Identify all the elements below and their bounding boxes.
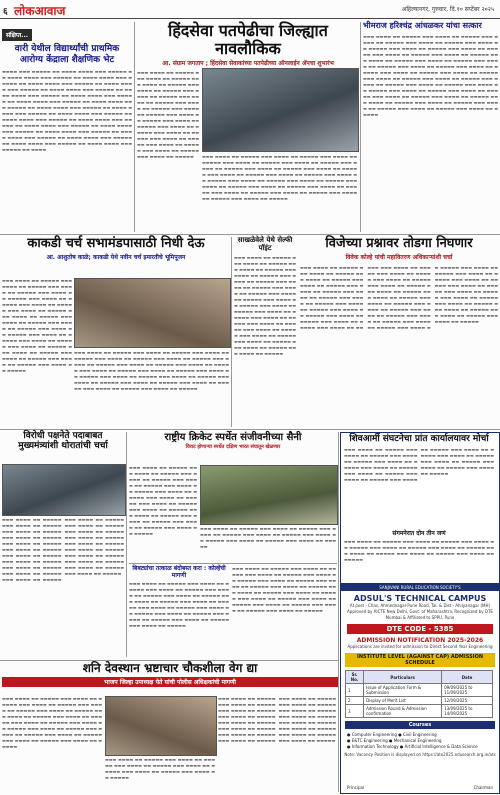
brief-column (2, 22, 132, 232)
ad-society: SANJIVANI RURAL EDUCATION SOCIETY'S (341, 584, 499, 591)
cricket-photo (200, 465, 338, 525)
table-row: 1 Issue of Application Form & Submission 09/09/2025 to 11/09/2025 (346, 684, 493, 697)
selfie-headline: साखळेवेले येथे सेल्फी पॉइंट (237, 236, 293, 252)
right-top-headline: भीमराज हरिश्चंद्र आंधळकर यांचा सत्कार (363, 21, 482, 30)
sangam-headline: संगमनेरात दोन तीन जणं (392, 529, 446, 537)
selfie-story: साखळेवेले येथे सेल्फी पॉइंट ▬▬▬ ▬▬▬▬ ▬▬ ▬▬▬▬▬ ▬▬▬ ▬▬▬▬ ▬▬ ▬▬▬▬▬ ▬▬▬ ▬▬▬▬ ▬▬ ▬▬▬▬▬ ▬▬▬ ▬▬▬▬ ▬▬ ▬▬▬▬▬ ▬▬▬ ▬▬▬▬ ▬▬ ▬▬▬▬▬ ▬▬▬ ▬▬▬▬ ▬▬ ▬▬▬▬▬ ▬▬▬ ▬▬▬▬ ▬▬ ▬▬▬▬▬ ▬▬▬ ▬▬▬▬ ▬▬ ▬▬▬▬▬ ▬▬▬ ▬▬▬▬ ▬▬ ▬▬▬▬▬ ▬▬▬ ▬▬▬▬ ▬▬ ▬▬▬▬▬ ▬▬▬ ▬▬▬▬ ▬▬ ▬▬▬▬▬ ▬▬▬ ▬▬▬▬ ▬▬ ▬▬▬▬▬ ▬▬▬ ▬▬▬▬ ▬▬ ▬▬▬▬▬ ▬▬▬ ▬▬▬▬ ▬▬ ▬▬▬▬▬ ▬▬▬ ▬▬▬▬ ▬▬ ▬▬▬▬▬ ▬▬▬ ▬▬▬▬ ▬▬ ▬▬▬▬▬ ▬▬▬ ▬▬▬▬ ▬▬ ▬▬▬▬▬ ▬▬▬ ▬▬▬▬ ▬▬ ▬▬▬▬▬ (234, 236, 296, 357)
leopard-story: बिबट्यांचा तत्काळ बंदोबस्त करा : कोल्हेंची मागणी ▬▬▬ ▬▬▬▬ ▬▬ ▬▬▬▬▬ ▬▬▬ ▬▬▬▬ ▬▬ ▬▬▬▬▬ ▬▬▬ ▬▬▬▬ ▬▬ ▬▬▬▬▬ ▬▬▬ ▬▬▬▬ ▬▬ ▬▬▬▬▬ ▬▬▬ ▬▬▬▬ ▬▬ ▬▬▬▬▬ ▬▬▬ ▬▬▬▬ ▬▬ ▬▬▬▬▬ ▬▬▬ ▬▬▬▬ ▬▬ ▬▬▬▬▬ ▬▬▬ ▬▬▬▬ ▬▬ ▬▬▬▬▬ ▬▬▬ ▬▬▬▬ ▬▬ ▬▬▬▬▬ ▬▬▬ ▬▬▬▬ ▬▬ ▬▬▬▬▬ ▬▬▬ ▬▬▬▬ ▬▬ ▬▬▬▬▬ ▬▬▬ ▬▬▬▬ ▬▬ ▬▬▬▬▬ ▬▬▬ ▬▬▬▬ ▬▬ ▬▬▬▬▬ (129, 565, 229, 629)
shani-photo (105, 696, 217, 756)
shani-headline: शनि देवस्थान भ्रष्टाचार चौकशीला वेग द्या (82, 661, 258, 675)
ad-dte-code: DTE CODE - 5385 (347, 624, 493, 634)
church-story-header (2, 237, 230, 275)
table-row: 3 Admission Round & Admission confirmation 13/09/2025 to 14/09/2025 (346, 705, 493, 718)
top-story-header (137, 22, 359, 68)
shani-story-header (2, 662, 338, 692)
ad-schedule-bar: INSTITUTE LEVEL (AGAINST CAP) ADMISSION SCHEDULE (345, 653, 495, 667)
ad-th: Particulars (364, 671, 442, 684)
newspaper-page: ६ लोकआवाज अहिल्यानगर, गुरुवार, दि.१० सप्टेंबर २०२५ संक्षिप्त... वारी येथील विद्यार्थ्यांची प्राथमिक आरोग्य केंद्राला शैक्षणिक भेट ▬▬▬▬ ▬▬▬ ▬▬▬▬▬ ▬▬ ▬▬▬▬ ▬▬▬▬ ▬▬▬ ▬▬▬▬▬ ▬▬ ▬▬▬▬ ▬▬▬▬ ▬▬▬ ▬▬▬▬▬ ▬▬ ▬▬▬▬ ▬▬▬▬ ▬▬▬ ▬▬▬▬▬ ▬▬ ▬▬▬▬ ▬▬▬▬ ▬▬▬ ▬▬▬▬▬ ▬▬ ▬▬▬▬ ▬▬▬▬ ▬▬▬ ▬▬▬▬▬ ▬▬ ▬▬▬▬ ▬▬▬▬ ▬▬▬ ▬▬▬▬▬ ▬▬ ▬▬▬▬ ▬▬▬▬ ▬▬▬ ▬▬▬▬▬ ▬▬ ▬▬▬▬ ▬▬▬▬ ▬▬▬ ▬▬▬▬▬ ▬▬ ▬▬▬▬ ▬▬▬▬ ▬▬▬ ▬▬▬▬▬ ▬▬ ▬▬▬▬ ▬▬▬▬ ▬▬▬ ▬▬▬▬▬ ▬▬ ▬▬▬▬ ▬▬▬▬ ▬▬▬ ▬▬▬▬▬ ▬▬ ▬▬▬▬ ▬▬▬▬ ▬▬▬ ▬▬▬▬▬ ▬▬ ▬▬▬▬ ▬▬▬▬ ▬▬▬ ▬▬▬▬▬ ▬▬ ▬▬▬▬ ▬▬▬▬ ▬▬▬ ▬▬▬▬▬ ▬▬ ▬▬▬▬ ▬▬▬▬ ▬▬▬ ▬▬▬▬▬ ▬▬ ▬▬▬▬ ▬▬▬▬ ▬▬▬ ▬▬▬▬▬ ▬▬ ▬▬▬▬ ▬▬▬▬ ▬▬▬ ▬▬▬▬▬ ▬▬ ▬▬▬▬ ▬▬▬▬ ▬▬▬ ▬▬▬▬▬ ▬▬ ▬▬▬▬ ▬▬▬▬ ▬▬▬ ▬▬▬▬▬ ▬▬ ▬▬▬▬ ▬▬▬▬ ▬▬▬ ▬▬▬▬▬ ▬▬ ▬▬▬▬ ▬▬▬▬ ▬▬▬ ▬▬▬▬▬ ▬▬ ▬▬▬▬ ▬▬▬▬ ▬▬▬ ▬▬▬▬▬ ▬▬ ▬▬▬▬ हिंदसेवा पतपेढीचा जिल्ह्यात नावलौकिक आ. संग्राम जगताप ; हिंदसेवा सेवाकांच्या पतपेढीच्या ऑनलाईन ॲपचा शुभारंभ ▬▬▬ ▬▬▬▬ ▬▬ ▬▬▬▬▬ ▬▬▬ ▬▬▬▬ ▬▬ ▬▬▬▬▬ ▬▬▬ ▬▬▬▬ ▬▬ ▬▬▬▬▬ ▬▬▬ ▬▬▬▬ ▬▬ ▬▬▬▬▬ ▬▬▬ ▬▬▬▬ ▬▬ ▬▬▬▬▬ ▬▬▬ ▬▬▬▬ ▬▬ ▬▬▬▬▬ ▬▬▬ ▬▬▬▬ ▬▬ ▬▬▬▬▬ ▬▬▬ ▬▬▬▬ ▬▬ ▬▬▬▬▬ ▬▬▬ ▬▬▬▬ ▬▬ ▬▬▬▬▬ ▬▬▬ ▬▬▬▬ ▬▬ ▬▬▬▬▬ ▬▬▬ ▬▬▬▬ ▬▬ ▬▬▬▬▬ ▬▬▬ ▬▬▬▬ ▬▬ ▬▬▬▬▬ ▬▬▬ ▬▬▬▬ ▬▬ ▬▬▬▬▬ ▬▬▬ ▬▬▬▬ ▬▬ ▬▬▬▬▬ ▬▬▬ ▬▬▬▬ ▬▬ ▬▬▬▬▬ ▬▬▬ ▬▬▬▬ ▬▬ ▬▬▬▬▬ ▬▬▬ ▬▬▬▬ ▬▬ ▬▬▬▬▬ ▬▬▬ ▬▬▬▬ ▬▬ ▬▬▬▬▬ ▬▬▬ ▬▬▬▬ ▬▬ ▬▬▬▬▬ ▬▬▬ ▬▬▬▬ ▬▬ ▬▬▬▬▬ ▬▬▬ ▬▬▬▬ ▬▬ ▬▬▬▬▬ ▬▬▬ ▬▬▬▬ ▬▬ ▬▬▬▬▬ ▬▬▬ ▬▬▬▬ ▬▬ ▬▬▬▬▬ ▬▬▬ ▬▬▬▬ ▬▬ ▬▬▬▬▬ ▬▬▬ ▬▬▬▬ ▬▬ ▬▬▬▬▬ ▬▬▬ ▬▬▬▬ ▬▬ ▬▬▬▬▬ ▬▬▬ ▬▬▬▬ ▬▬ ▬▬▬▬▬ ▬▬▬ ▬▬▬▬ ▬▬ ▬▬▬▬▬ ▬▬▬ ▬▬▬▬ ▬▬ ▬▬▬▬▬ ▬▬▬ ▬▬▬▬ ▬▬ ▬▬▬▬▬ ▬▬▬ ▬▬▬▬ ▬▬ ▬▬▬▬▬ ▬▬▬ ▬▬▬▬ ▬▬ ▬▬▬▬▬ ▬▬▬ ▬▬▬▬ ▬▬ ▬▬▬▬▬ ▬▬▬ ▬▬▬▬ ▬▬ ▬▬▬▬▬ ▬▬▬ ▬▬▬▬ ▬▬ ▬▬▬▬▬ ▬▬▬ ▬▬▬▬ ▬▬ ▬▬▬▬▬ भीमराज हरिश्चंद्र आंधळकर यांचा सत्कार ▬▬▬ ▬▬▬▬ ▬▬ ▬▬▬▬▬ ▬▬▬ ▬▬▬▬ ▬▬ ▬▬▬▬▬ ▬▬▬ ▬▬▬▬ ▬▬ ▬▬▬▬▬ ▬▬▬ ▬▬▬▬ ▬▬ ▬▬▬▬▬ ▬▬▬ ▬▬▬▬ ▬▬ ▬▬▬▬▬ ▬▬▬ ▬▬▬▬ ▬▬ ▬▬▬▬▬ ▬▬▬ ▬▬▬▬ ▬▬ ▬▬▬▬▬ ▬▬▬ ▬▬▬▬ ▬▬ ▬▬▬▬▬ ▬▬▬ ▬▬▬▬ ▬▬ ▬▬▬▬▬ ▬▬▬ ▬▬▬▬ ▬▬ ▬▬▬▬▬ ▬▬▬ ▬▬▬▬ ▬▬ ▬▬▬▬▬ ▬▬▬ ▬▬▬▬ ▬▬ ▬▬▬▬▬ ▬▬▬ ▬▬▬▬ ▬▬ ▬▬▬▬▬ ▬▬▬ ▬▬▬▬ ▬▬ ▬▬▬▬▬ ▬▬▬ ▬▬▬▬ ▬▬ ▬▬▬▬▬ ▬▬▬ ▬▬▬▬ ▬▬ ▬▬▬▬▬ ▬▬▬ ▬▬▬▬ ▬▬ ▬▬▬▬▬ ▬▬▬ ▬▬▬▬ ▬▬ ▬▬▬▬▬ ▬▬▬ ▬▬▬▬ ▬▬ ▬▬▬▬▬ ▬▬▬ ▬▬▬▬ ▬▬ ▬▬▬▬▬ ▬▬▬ ▬▬▬▬ ▬▬ ▬▬▬▬▬ ▬▬▬ ▬▬▬▬ ▬▬ ▬▬▬▬▬ ▬▬▬ ▬▬▬▬ ▬▬ ▬▬▬▬▬ ▬▬▬ ▬▬▬▬ ▬▬ ▬▬▬▬▬ ▬▬▬ ▬▬▬▬ ▬▬ ▬▬▬▬▬ ▬▬▬ ▬▬▬▬ ▬▬ ▬▬▬▬▬ ▬▬▬ ▬▬▬▬ ▬▬ ▬▬▬▬▬ ▬▬▬ ▬▬▬▬ ▬▬ ▬▬▬▬▬ ▬▬▬ ▬▬▬▬ ▬▬ ▬▬▬▬▬ ▬▬▬ ▬▬▬▬ ▬▬ ▬▬▬▬▬ काकडी चर्च सभामंडपासाठी निधी देऊ आ. आशुतोष काळे; काकडी येथे नवीन चर्च इमारतीचे भूमिपूजन ▬▬▬ ▬▬▬▬ ▬▬ ▬▬▬▬▬ ▬▬▬ ▬▬▬▬ ▬▬ ▬▬▬▬▬ ▬▬▬ ▬▬▬▬ ▬▬ ▬▬▬▬▬ ▬▬▬ ▬▬▬▬ ▬▬ ▬▬▬▬▬ ▬▬▬ ▬▬▬▬ ▬▬ ▬▬▬▬▬ ▬▬▬ ▬▬▬▬ ▬▬ ▬▬▬▬▬ ▬▬▬ ▬▬▬▬ ▬▬ ▬▬▬▬▬ ▬▬▬ ▬▬▬▬ ▬▬ ▬▬▬▬▬ ▬▬▬ ▬▬▬▬ ▬▬ ▬▬▬▬▬ ▬▬▬ ▬▬▬▬ ▬▬ ▬▬▬▬▬ ▬▬▬ ▬▬▬▬ ▬▬ ▬▬▬▬▬ ▬▬▬ ▬▬▬▬ ▬▬ ▬▬▬▬▬ ▬▬▬ ▬▬▬▬ ▬▬ ▬▬▬▬▬ ▬▬▬ ▬▬▬▬ ▬▬ ▬▬▬▬▬ ▬▬▬ ▬▬▬▬ ▬▬ ▬▬▬▬▬ ▬▬▬ ▬▬▬▬ ▬▬ ▬▬▬▬▬ ▬▬▬ ▬▬▬▬ ▬▬ ▬▬▬▬▬ ▬▬▬ ▬▬▬▬ ▬▬ ▬▬▬▬▬ ▬▬▬ ▬▬▬▬ ▬▬ ▬▬▬▬▬ ▬▬▬ ▬▬▬▬ ▬▬ ▬▬▬▬▬ ▬▬▬ ▬▬▬▬ ▬▬ ▬▬▬▬▬ ▬▬▬ ▬▬▬▬ ▬▬ ▬▬▬▬▬ ▬▬▬ ▬▬▬▬ ▬▬ ▬▬▬▬▬ ▬▬▬ ▬▬▬▬ ▬▬ ▬▬▬▬▬ ▬▬▬ ▬▬▬▬ ▬▬ ▬▬▬▬▬ ▬▬▬ ▬▬▬▬ ▬▬ ▬▬▬▬▬ ▬▬▬ ▬▬▬▬ ▬▬ ▬▬▬▬▬ ▬▬▬ ▬▬▬▬ ▬▬ ▬▬▬▬▬ ▬▬▬ ▬▬▬▬ ▬▬ ▬▬▬▬▬ ▬▬▬ ▬▬▬▬ ▬▬ ▬▬▬▬▬ ▬▬▬ ▬▬▬▬ ▬▬ ▬▬▬▬▬ ▬▬▬ ▬▬▬▬ ▬▬ ▬▬▬▬▬ ▬▬▬ ▬▬▬▬ ▬▬ ▬▬▬▬▬ ▬▬▬ ▬▬▬▬ ▬▬ ▬▬▬▬▬ ▬▬▬ ▬▬▬▬ ▬▬ ▬▬▬▬▬ ▬▬▬ ▬▬▬▬ ▬▬ ▬▬▬▬▬ साखळेवेले येथे सेल्फी पॉइंट ▬▬▬ ▬▬▬▬ ▬▬ ▬▬▬▬▬ ▬▬▬ ▬▬▬▬ ▬▬ ▬▬▬▬▬ ▬▬▬ ▬▬▬▬ ▬▬ ▬▬▬▬▬ ▬▬▬ ▬▬▬▬ ▬▬ ▬▬▬▬▬ ▬▬▬ ▬▬▬▬ ▬▬ ▬▬▬▬▬ ▬▬▬ ▬▬▬▬ ▬▬ ▬▬▬▬▬ ▬▬▬ ▬▬▬▬ ▬▬ ▬▬▬▬▬ ▬▬▬ ▬▬▬▬ ▬▬ ▬▬▬▬▬ ▬▬▬ ▬▬▬▬ ▬▬ ▬▬▬▬▬ ▬▬▬ ▬▬▬▬ ▬▬ ▬▬▬▬▬ ▬▬▬ ▬▬▬▬ ▬▬ ▬▬▬▬▬ ▬▬▬ ▬▬▬▬ ▬▬ ▬▬▬▬▬ ▬▬▬ ▬▬▬▬ ▬▬ ▬▬▬▬▬ ▬▬▬ ▬▬▬▬ ▬▬ ▬▬▬▬▬ ▬▬▬ ▬▬▬▬ ▬▬ ▬▬▬▬▬ ▬▬▬ ▬▬▬▬ ▬▬ ▬▬▬▬▬ ▬▬▬ ▬▬▬▬ ▬▬ ▬▬▬▬▬ ▬▬▬ ▬▬▬▬ ▬▬ ▬▬▬▬▬ विजेच्या प्रश्नावर तोडगा निघणार विवेक कोल्हे यांची महावितरण अधिकाऱ्यांशी चर्चा ▬▬▬ ▬▬▬▬ ▬▬ ▬▬▬▬▬ ▬▬▬ ▬▬▬▬ ▬▬ ▬▬▬▬▬ ▬▬▬ ▬▬▬▬ ▬▬ ▬▬▬▬▬ ▬▬▬ ▬▬▬▬ ▬▬ ▬▬▬▬▬ ▬▬▬ ▬▬▬▬ ▬▬ ▬▬▬▬▬ ▬▬▬ ▬▬▬▬ ▬▬ ▬▬▬▬▬ ▬▬▬ ▬▬▬▬ ▬▬ ▬▬▬▬▬ ▬▬▬ ▬▬▬▬ ▬▬ ▬▬▬▬▬ ▬▬▬ ▬▬▬▬ ▬▬ ▬▬▬▬▬ ▬▬▬ ▬▬▬▬ ▬▬ ▬▬▬▬▬ ▬▬▬ ▬▬▬▬ ▬▬ ▬▬▬▬▬ ▬▬▬ ▬▬▬▬ ▬▬ ▬▬▬▬▬ ▬▬▬ ▬▬▬▬ ▬▬ ▬▬▬▬▬ ▬▬▬ ▬▬▬▬ ▬▬ ▬▬▬▬▬ ▬▬▬ ▬▬▬▬ ▬▬ ▬▬▬▬▬ ▬▬▬ ▬▬▬▬ ▬▬ ▬▬▬▬▬ ▬▬▬ ▬▬▬▬ ▬▬ ▬▬▬▬▬ ▬▬▬ ▬▬▬▬ ▬▬ ▬▬▬▬▬ ▬▬▬ ▬▬▬▬ ▬▬ ▬▬▬▬▬ ▬▬▬ ▬▬▬▬ ▬▬ ▬▬▬▬▬ ▬▬▬ ▬▬▬▬ ▬▬ ▬▬▬▬▬ ▬▬▬ ▬▬▬▬ ▬▬ ▬▬▬▬▬ ▬▬▬ ▬▬▬▬ ▬▬ ▬▬▬▬▬ ▬▬▬ ▬▬▬▬ ▬▬ ▬▬▬▬▬ ▬▬▬ ▬▬▬▬ ▬▬ ▬▬▬▬▬ ▬▬▬ ▬▬▬▬ ▬▬ ▬▬▬▬▬ ▬▬▬ ▬▬▬▬ ▬▬ ▬▬▬▬▬ ▬▬▬ ▬▬▬▬ ▬▬ ▬▬▬▬▬ ▬▬▬ ▬▬▬▬ ▬▬ ▬▬▬▬▬ ▬▬▬ ▬▬▬▬ ▬▬ ▬▬▬▬▬ ▬▬▬ ▬▬▬▬ ▬▬ ▬▬▬▬▬ ▬▬▬ ▬▬▬▬ ▬▬ ▬▬▬▬▬ ▬▬▬ ▬▬▬▬ ▬▬ ▬▬▬▬▬ ▬▬▬ ▬▬▬▬ ▬▬ ▬▬▬▬▬ विरोधी पक्षनेते पदाबाबत मुख्यमंत्र्यांशी थोरातांची चर्चा ▬▬▬ ▬▬▬▬ ▬▬ ▬▬▬▬▬ ▬▬▬ ▬▬▬▬ ▬▬ ▬▬▬▬▬ ▬▬▬ ▬▬▬▬ ▬▬ ▬▬▬▬▬ ▬▬▬ ▬▬▬▬ ▬▬ ▬▬▬▬▬ ▬▬▬ ▬▬▬▬ ▬▬ ▬▬▬▬▬ ▬▬▬ ▬▬▬▬ ▬▬ ▬▬▬▬▬ ▬▬▬ ▬▬▬▬ ▬▬ ▬▬▬▬▬ ▬▬▬ ▬▬▬▬ ▬▬ ▬▬▬▬▬ ▬▬▬ ▬▬▬▬ ▬▬ ▬▬▬▬▬ ▬▬▬ ▬▬▬▬ ▬▬ ▬▬▬▬▬ ▬▬▬ ▬▬▬▬ ▬▬ ▬▬▬▬▬ ▬▬▬ ▬▬▬▬ ▬▬ ▬▬▬▬▬ ▬▬▬ ▬▬▬▬ ▬▬ ▬▬▬▬▬ ▬▬▬ ▬▬▬▬ ▬▬ ▬▬▬▬▬ ▬▬▬ ▬▬▬▬ ▬▬ ▬▬▬▬▬ ▬▬▬ ▬▬▬▬ ▬▬ ▬▬▬▬▬ ▬▬▬ ▬▬▬▬ ▬▬ ▬▬▬▬▬ ▬▬▬ ▬▬▬▬ ▬▬ ▬▬▬▬▬ ▬▬▬ ▬▬▬▬ ▬▬ ▬▬▬▬▬ ▬▬▬ ▬▬▬▬ ▬▬ ▬▬▬▬▬ ▬▬▬ ▬▬▬▬ ▬▬ ▬▬▬▬▬ राष्ट्रीय क्रिकेट स्पर्धेत संजीवनीच्या सैनी विराट होणाऱ्या स्पर्धेत दक्षिण भारत संघातून खेळणार ▬▬▬ ▬▬▬▬ ▬▬ ▬▬▬▬▬ ▬▬▬ ▬▬▬▬ ▬▬ ▬▬▬▬▬ ▬▬▬ ▬▬▬▬ ▬▬ ▬▬▬▬▬ ▬▬▬ ▬▬▬▬ ▬▬ ▬▬▬▬▬ ▬▬▬ ▬▬▬▬ ▬▬ ▬▬▬▬▬ ▬▬▬ ▬▬▬▬ ▬▬ ▬▬▬▬▬ ▬▬▬ ▬▬▬▬ ▬▬ ▬▬▬▬▬ ▬▬▬ ▬▬▬▬ ▬▬ ▬▬▬▬▬ ▬▬▬ ▬▬▬▬ ▬▬ ▬▬▬▬▬ ▬▬▬ ▬▬▬▬ ▬▬ ▬▬▬▬▬ ▬▬▬ ▬▬▬▬ ▬▬ ▬▬▬▬▬ ▬▬▬ ▬▬▬▬ ▬▬ ▬▬▬▬▬ ▬▬▬ ▬▬▬▬ ▬▬ ▬▬▬▬▬ ▬▬▬ ▬▬▬▬ ▬▬ ▬▬▬▬▬ ▬▬▬ ▬▬▬▬ ▬▬ ▬▬▬▬▬ ▬▬▬ ▬▬▬▬ ▬▬ ▬▬▬▬▬ ▬▬▬ ▬▬▬▬ ▬▬ ▬▬▬▬▬ ▬▬▬ ▬▬▬▬ ▬▬ ▬▬▬▬▬ ▬▬▬ ▬▬▬▬ ▬▬ ▬▬▬▬▬ ▬▬▬ ▬▬▬▬ ▬▬ ▬▬▬▬▬ बिबट्यांचा तत्काळ बंदोबस्त करा : कोल्हेंची मागणी ▬▬▬ ▬▬▬▬ ▬▬ ▬▬▬▬▬ ▬▬▬ ▬▬▬▬ ▬▬ ▬▬▬▬▬ ▬▬▬ ▬▬▬▬ ▬▬ ▬▬▬▬▬ ▬▬▬ ▬▬▬▬ ▬▬ ▬▬▬▬▬ ▬▬▬ ▬▬▬▬ ▬▬ ▬▬▬▬▬ ▬▬▬ ▬▬▬▬ ▬▬ ▬▬▬▬▬ ▬▬▬ ▬▬▬▬ ▬▬ ▬▬▬▬▬ ▬▬▬ ▬▬▬▬ ▬▬ ▬▬▬▬▬ ▬▬▬ ▬▬▬▬ ▬▬ ▬▬▬▬▬ ▬▬▬ ▬▬▬▬ ▬▬ ▬▬▬▬▬ ▬▬▬ ▬▬▬▬ ▬▬ ▬▬▬▬▬ ▬▬▬ ▬▬▬▬ ▬▬ ▬▬▬▬▬ ▬▬▬ ▬▬▬▬ ▬▬ ▬▬▬▬▬ ▬▬▬ ▬▬▬▬ ▬▬ ▬▬▬▬▬ ▬▬▬ ▬▬▬▬ ▬▬ ▬▬▬▬▬ ▬▬▬ ▬▬▬▬ ▬▬ ▬▬▬▬▬ ▬▬▬ ▬▬▬▬ ▬▬ ▬▬▬▬▬ ▬▬▬ ▬▬▬▬ ▬▬ ▬▬▬▬▬ ▬▬▬ ▬▬▬▬ ▬▬ ▬▬▬▬▬ ▬▬▬ ▬▬▬▬ ▬▬ ▬▬▬▬▬ ▬▬▬ ▬▬▬▬ ▬▬ ▬▬▬▬▬ ▬▬▬ ▬▬▬▬ ▬▬ ▬▬▬▬▬ ▬▬▬ ▬▬▬▬ ▬▬ ▬▬▬▬▬ ▬▬▬ ▬▬▬▬ ▬▬ ▬▬▬▬▬ ▬▬▬ ▬▬▬▬ ▬▬ ▬▬▬▬▬ ▬▬▬ ▬▬▬▬ ▬▬ ▬▬▬▬▬ ▬▬▬ ▬▬▬▬ ▬▬ ▬▬▬▬▬ शनि देवस्थान भ्रष्टाचार चौकशीला वेग द्या भाजप जिल्हा उपाध्यक्ष येते यांची पोलीस अधिक्षकांची मागणी ▬▬▬ ▬▬▬▬ ▬▬ ▬▬▬▬▬ ▬▬▬ ▬▬▬▬ ▬▬ ▬▬▬▬▬ ▬▬▬ ▬▬▬▬ ▬▬ ▬▬▬▬▬ ▬▬▬ ▬▬▬▬ ▬▬ ▬▬▬▬▬ ▬▬▬ ▬▬▬▬ ▬▬ ▬▬▬▬▬ ▬▬▬ ▬▬▬▬ ▬▬ ▬▬▬▬▬ ▬▬▬ ▬▬▬▬ ▬▬ ▬▬▬▬▬ ▬▬▬ ▬▬▬▬ ▬▬ ▬▬▬▬▬ ▬▬▬ ▬▬▬▬ ▬▬ ▬▬▬▬▬ ▬▬▬ ▬▬▬▬ ▬▬ ▬▬▬▬▬ ▬▬▬ ▬▬▬▬ ▬▬ ▬▬▬▬▬ ▬▬▬ ▬▬▬▬ ▬▬ ▬▬▬▬▬ ▬▬▬ ▬▬▬▬ ▬▬ ▬▬▬▬▬ ▬▬▬ ▬▬▬▬ ▬▬ ▬▬▬▬▬ ▬▬▬ ▬▬▬▬ ▬▬ ▬▬▬▬▬ ▬▬▬ ▬▬▬▬ ▬▬ ▬▬▬▬▬ ▬▬▬ ▬▬▬▬ ▬▬ ▬▬▬▬▬ ▬▬▬ ▬▬▬▬ ▬▬ ▬▬▬▬▬ ▬▬▬ ▬▬▬▬ ▬▬ ▬▬▬▬▬ ▬▬▬ ▬▬▬▬ ▬▬ ▬▬▬▬▬ ▬▬▬ ▬▬▬▬ ▬▬ ▬▬▬▬▬ ▬▬▬ ▬▬▬▬ ▬▬ ▬▬▬▬▬ ▬▬▬ ▬▬▬▬ ▬▬ ▬▬▬▬▬ ▬▬▬ ▬▬▬▬ ▬▬ ▬▬▬▬▬ ▬▬▬ ▬▬▬▬ ▬▬ ▬▬▬▬▬ ▬▬▬ ▬▬▬▬ ▬▬ ▬▬▬▬▬ ▬▬▬ ▬▬▬▬ ▬▬ ▬▬▬▬▬ ▬▬▬ ▬▬▬▬ ▬▬ ▬▬▬▬▬ ▬▬▬ ▬▬▬▬ ▬▬ ▬▬▬▬▬ ▬▬▬ ▬▬▬▬ ▬▬ ▬▬▬▬▬ ▬▬▬ ▬▬▬▬ ▬▬ ▬▬▬▬▬ ▬▬▬ ▬▬▬▬ ▬▬ ▬▬▬▬▬ ▬▬▬ ▬▬▬▬ ▬▬ ▬▬▬▬▬ ▬▬▬ ▬▬▬▬ ▬▬ ▬▬▬▬▬ ▬▬▬ ▬▬▬▬ ▬▬ ▬▬▬▬▬ ▬▬▬ ▬▬▬▬ ▬▬ ▬▬▬▬▬ शिवआर्मी संघटनेचा प्रांत कार्यालयावर मोर्चा ▬▬▬ ▬▬▬▬ ▬▬ ▬▬▬▬▬ ▬▬▬ ▬▬▬▬ ▬▬ ▬▬▬▬▬ ▬▬▬ ▬▬▬▬ ▬▬ ▬▬▬▬▬ ▬▬▬ ▬▬▬▬ ▬▬ ▬▬▬▬▬ ▬▬▬ ▬▬▬▬ ▬▬ ▬▬▬▬▬ ▬▬▬ ▬▬▬▬ ▬▬ ▬▬▬▬▬ ▬▬▬ ▬▬▬▬ ▬▬ ▬▬▬▬▬ ▬▬▬ ▬▬▬▬ ▬▬ ▬▬▬▬▬ ▬▬▬ ▬▬▬▬ ▬▬ ▬▬▬▬▬ ▬▬▬ ▬▬▬▬ ▬▬ ▬▬▬▬▬ ▬▬▬ ▬▬▬▬ ▬▬ ▬▬▬▬▬ ▬▬▬ ▬▬▬▬ ▬▬ ▬▬▬▬▬ ▬▬▬ ▬▬▬▬ ▬▬ ▬▬▬▬▬ संगमनेरात दोन तीन जणं ▬▬▬ ▬▬▬▬ ▬▬ ▬▬▬▬▬ ▬▬▬ ▬▬▬▬ ▬▬ ▬▬▬▬▬ ▬▬▬ ▬▬▬▬ ▬▬ ▬▬▬▬▬ ▬▬▬ ▬▬▬▬ ▬▬ ▬▬▬▬▬ ▬▬▬ ▬▬▬▬ ▬▬ ▬▬▬▬▬ ▬▬▬ ▬▬▬▬ ▬▬ ▬▬▬▬▬ ▬▬▬ ▬▬▬▬ ▬▬ ▬▬▬▬▬ ▬▬▬ ▬▬▬▬ ▬▬ ▬▬▬▬▬ SANJIVANI RURAL EDUCATION SOCIETY'S ADSUL'S TECHNICAL CAMPUS At post - Chas, Ahmednagar-Pune Road, Tal. & Dist - Ahilyanagar (MH) Approved by AICTE New Delhi, Govt. of Maharashtra, Recognized by DTE Mumbai & Affiliated to SPPU, Pune DTE CODE - 5385 ADMISSION NOTIFICATION 2025-2026 Applications are invited for admission to Direct Second Year Engineering INSTITUTE LEVEL (AGAINST CAP) ADMISSION SCHEDULE Sr. No. Particulars Date 1 Issue of Application Form & Submission 09/09/2025 to 11/09/2025 2 Display of Merit List 12/09/2025 3 Admission Round & Admission confirmation 13/09/2025 to 14/09/2025 Courses ● Computer Engineering ● Civil Engineering ● E&TC Engineering ● Mechanical Engineering ● Information Technology ● Artificial Intelligence & Data Science Note: Vacancy Position is displayed on https://ate2025.edusearch.org.in/ats Principal Chairman (0, 0, 500, 795)
shivarmy-headline: शिवआर्मी संघटनेचा प्रांत कार्यालयावर मोर्चा (349, 434, 489, 444)
power-subhead: विवेक कोल्हे यांची महावितरण अधिकाऱ्यांशी चर्चा (345, 254, 453, 262)
masthead (0, 0, 500, 19)
brief-headline: वारी येथील विद्यार्थ्यांची प्राथमिक आरोग्य केंद्राला शैक्षणिक भेट (14, 44, 120, 65)
ad-schedule-table (345, 670, 493, 718)
ad-th: Date (442, 671, 493, 684)
top-story-headline: हिंदसेवा पतपेढीचा जिल्ह्यात नावलौकिक (168, 21, 328, 58)
leopard-headline: बिबट्यांचा तत्काळ बंदोबस्त करा : कोल्हेंची मागणी (132, 565, 226, 579)
ad-courses-title: Courses (345, 721, 495, 729)
church-body-1: ▬▬▬ ▬▬▬▬ ▬▬ ▬▬▬▬▬ ▬▬▬ ▬▬▬▬ ▬▬ ▬▬▬▬▬ ▬▬▬ ▬▬▬▬ ▬▬ ▬▬▬▬▬ ▬▬▬ ▬▬▬▬ ▬▬ ▬▬▬▬▬ ▬▬▬ ▬▬▬▬ ▬▬ ▬▬▬▬▬ ▬▬▬ ▬▬▬▬ ▬▬ ▬▬▬▬▬ ▬▬▬ ▬▬▬▬ ▬▬ ▬▬▬▬▬ ▬▬▬ ▬▬▬▬ ▬▬ ▬▬▬▬▬ ▬▬▬ ▬▬▬▬ ▬▬ ▬▬▬▬▬ ▬▬▬ ▬▬▬▬ ▬▬ ▬▬▬▬▬ ▬▬▬ ▬▬▬▬ ▬▬ ▬▬▬▬▬ ▬▬▬ ▬▬▬▬ ▬▬ ▬▬▬▬▬ ▬▬▬ ▬▬▬▬ ▬▬ ▬▬▬▬▬ ▬▬▬ ▬▬▬▬ ▬▬ ▬▬▬▬▬ ▬▬▬ ▬▬▬▬ ▬▬ ▬▬▬▬▬ ▬▬▬ ▬▬▬▬ ▬▬ ▬▬▬▬▬ ▬▬▬ ▬▬▬▬ ▬▬ ▬▬▬▬▬ ▬▬▬ ▬▬▬▬ ▬▬ ▬▬▬▬▬ (2, 278, 72, 373)
dateline: अहिल्यानगर, गुरुवार, दि.१० सप्टेंबर २०२५ (401, 6, 494, 13)
brief-label: संक्षिप्त... (2, 29, 32, 41)
cricket-headline: राष्ट्रीय क्रिकेट स्पर्धेत संजीवनीच्या सैनी (164, 432, 302, 443)
opposition-body: ▬▬▬ ▬▬▬▬ ▬▬ ▬▬▬▬▬ ▬▬▬ ▬▬▬▬ ▬▬ ▬▬▬▬▬ ▬▬▬ ▬▬▬▬ ▬▬ ▬▬▬▬▬ ▬▬▬ ▬▬▬▬ ▬▬ ▬▬▬▬▬ ▬▬▬ ▬▬▬▬ ▬▬ ▬▬▬▬▬ ▬▬▬ ▬▬▬▬ ▬▬ ▬▬▬▬▬ ▬▬▬ ▬▬▬▬ ▬▬ ▬▬▬▬▬ ▬▬▬ ▬▬▬▬ ▬▬ ▬▬▬▬▬ ▬▬▬ ▬▬▬▬ ▬▬ ▬▬▬▬▬ ▬▬▬ ▬▬▬▬ ▬▬ ▬▬▬▬▬ ▬▬▬ ▬▬▬▬ ▬▬ ▬▬▬▬▬ ▬▬▬ ▬▬▬▬ ▬▬ ▬▬▬▬▬ ▬▬▬ ▬▬▬▬ ▬▬ ▬▬▬▬▬ ▬▬▬ ▬▬▬▬ ▬▬ ▬▬▬▬▬ ▬▬▬ ▬▬▬▬ ▬▬ ▬▬▬▬▬ ▬▬▬ ▬▬▬▬ ▬▬ ▬▬▬▬▬ ▬▬▬ ▬▬▬▬ ▬▬ ▬▬▬▬▬ ▬▬▬ ▬▬▬▬ ▬▬ ▬▬▬▬▬ ▬▬▬ ▬▬▬▬ ▬▬ ▬▬▬▬▬ ▬▬▬ ▬▬▬▬ ▬▬ ▬▬▬▬▬ ▬▬▬ ▬▬▬▬ ▬▬ ▬▬▬▬▬ (2, 517, 124, 582)
ad-contact: Note: Vacancy Position is displayed on https://ate2025.edusearch.org.in/ats (344, 752, 496, 758)
ad-signatures (347, 785, 493, 790)
top-story-subhead: आ. संग्राम जगताप ; हिंदसेवा सेवाकांच्या पतपेढीच्या ऑनलाईन ॲपचा शुभारंभ (162, 60, 334, 68)
cricket-subhead: विराट होणाऱ्या स्पर्धेत दक्षिण भारत संघातून खेळणार (185, 444, 281, 450)
church-photo (74, 278, 231, 348)
list-item: ● Information Technology ● Artificial Intelligence & Data Science (347, 744, 478, 750)
ad-brand: ADSUL'S TECHNICAL CAMPUS (353, 594, 487, 604)
ad-note: Applications are invited for admission to Direct Second Year Engineering (347, 644, 493, 650)
top-story-photo (202, 68, 359, 152)
ad-course-list (341, 732, 499, 750)
top-story-body-2: ▬▬▬ ▬▬▬▬ ▬▬ ▬▬▬▬▬ ▬▬▬ ▬▬▬▬ ▬▬ ▬▬▬▬▬ ▬▬▬ ▬▬▬▬ ▬▬ ▬▬▬▬▬ ▬▬▬ ▬▬▬▬ ▬▬ ▬▬▬▬▬ ▬▬▬ ▬▬▬▬ ▬▬ ▬▬▬▬▬ ▬▬▬ ▬▬▬▬ ▬▬ ▬▬▬▬▬ ▬▬▬ ▬▬▬▬ ▬▬ ▬▬▬▬▬ ▬▬▬ ▬▬▬▬ ▬▬ ▬▬▬▬▬ ▬▬▬ ▬▬▬▬ ▬▬ ▬▬▬▬▬ ▬▬▬ ▬▬▬▬ ▬▬ ▬▬▬▬▬ ▬▬▬ ▬▬▬▬ ▬▬ ▬▬▬▬▬ ▬▬▬ ▬▬▬▬ ▬▬ ▬▬▬▬▬ ▬▬▬ ▬▬▬▬ ▬▬ ▬▬▬▬▬ ▬▬▬ ▬▬▬▬ ▬▬ ▬▬▬▬▬ ▬▬▬ ▬▬▬▬ ▬▬ ▬▬▬▬▬ ▬▬▬ ▬▬▬▬ ▬▬ ▬▬▬▬▬ ▬▬▬ ▬▬▬▬ ▬▬ ▬▬▬▬▬ ▬▬▬ ▬▬▬▬ ▬▬ ▬▬▬▬▬ ▬▬▬ ▬▬▬▬ ▬▬ ▬▬▬▬▬ ▬▬▬ ▬▬▬▬ ▬▬ ▬▬▬▬▬ (202, 154, 357, 201)
shivarmy-story: शिवआर्मी संघटनेचा प्रांत कार्यालयावर मोर्चा ▬▬▬ ▬▬▬▬ ▬▬ ▬▬▬▬▬ ▬▬▬ ▬▬▬▬ ▬▬ ▬▬▬▬▬ ▬▬▬ ▬▬▬▬ ▬▬ ▬▬▬▬▬ ▬▬▬ ▬▬▬▬ ▬▬ ▬▬▬▬▬ ▬▬▬ ▬▬▬▬ ▬▬ ▬▬▬▬▬ ▬▬▬ ▬▬▬▬ ▬▬ ▬▬▬▬▬ ▬▬▬ ▬▬▬▬ ▬▬ ▬▬▬▬▬ ▬▬▬ ▬▬▬▬ ▬▬ ▬▬▬▬▬ ▬▬▬ ▬▬▬▬ ▬▬ ▬▬▬▬▬ ▬▬▬ ▬▬▬▬ ▬▬ ▬▬▬▬▬ ▬▬▬ ▬▬▬▬ ▬▬ ▬▬▬▬▬ ▬▬▬ ▬▬▬▬ ▬▬ ▬▬▬▬▬ ▬▬▬ ▬▬▬▬ ▬▬ ▬▬▬▬▬ संगमनेरात दोन तीन जणं ▬▬▬ ▬▬▬▬ ▬▬ ▬▬▬▬▬ ▬▬▬ ▬▬▬▬ ▬▬ ▬▬▬▬▬ ▬▬▬ ▬▬▬▬ ▬▬ ▬▬▬▬▬ ▬▬▬ ▬▬▬▬ ▬▬ ▬▬▬▬▬ ▬▬▬ ▬▬▬▬ ▬▬ ▬▬▬▬▬ ▬▬▬ ▬▬▬▬ ▬▬ ▬▬▬▬▬ ▬▬▬ ▬▬▬▬ ▬▬ ▬▬▬▬▬ ▬▬▬ ▬▬▬▬ ▬▬ ▬▬▬▬▬ (344, 434, 494, 563)
shani-subhead: भाजप जिल्हा उपाध्यक्ष येते यांची पोलीस अधिक्षकांची मागणी (2, 677, 338, 687)
brief-body: ▬▬▬▬ ▬▬▬ ▬▬▬▬▬ ▬▬ ▬▬▬▬ ▬▬▬▬ ▬▬▬ ▬▬▬▬▬ ▬▬ ▬▬▬▬ ▬▬▬▬ ▬▬▬ ▬▬▬▬▬ ▬▬ ▬▬▬▬ ▬▬▬▬ ▬▬▬ ▬▬▬▬▬ ▬▬ ▬▬▬▬ ▬▬▬▬ ▬▬▬ ▬▬▬▬▬ ▬▬ ▬▬▬▬ ▬▬▬▬ ▬▬▬ ▬▬▬▬▬ ▬▬ ▬▬▬▬ ▬▬▬▬ ▬▬▬ ▬▬▬▬▬ ▬▬ ▬▬▬▬ ▬▬▬▬ ▬▬▬ ▬▬▬▬▬ ▬▬ ▬▬▬▬ ▬▬▬▬ ▬▬▬ ▬▬▬▬▬ ▬▬ ▬▬▬▬ ▬▬▬▬ ▬▬▬ ▬▬▬▬▬ ▬▬ ▬▬▬▬ ▬▬▬▬ ▬▬▬ ▬▬▬▬▬ ▬▬ ▬▬▬▬ ▬▬▬▬ ▬▬▬ ▬▬▬▬▬ ▬▬ ▬▬▬▬ ▬▬▬▬ ▬▬▬ ▬▬▬▬▬ ▬▬ ▬▬▬▬ ▬▬▬▬ ▬▬▬ ▬▬▬▬▬ ▬▬ ▬▬▬▬ ▬▬▬▬ ▬▬▬ ▬▬▬▬▬ ▬▬ ▬▬▬▬ ▬▬▬▬ ▬▬▬ ▬▬▬▬▬ ▬▬ ▬▬▬▬ ▬▬▬▬ ▬▬▬ ▬▬▬▬▬ ▬▬ ▬▬▬▬ ▬▬▬▬ ▬▬▬ ▬▬▬▬▬ ▬▬ ▬▬▬▬ ▬▬▬▬ ▬▬▬ ▬▬▬▬▬ ▬▬ ▬▬▬▬ ▬▬▬▬ ▬▬▬ ▬▬▬▬▬ ▬▬ ▬▬▬▬ ▬▬▬▬ ▬▬▬ ▬▬▬▬▬ ▬▬ ▬▬▬▬ ▬▬▬▬ ▬▬▬ ▬▬▬▬▬ ▬▬ ▬▬▬▬ ▬▬▬▬ ▬▬▬ ▬▬▬▬▬ ▬▬ ▬▬▬▬ (2, 69, 132, 152)
ad-chairman: Chairman (473, 785, 493, 790)
college-advertisement (340, 432, 500, 794)
top-story-body-1: ▬▬▬ ▬▬▬▬ ▬▬ ▬▬▬▬▬ ▬▬▬ ▬▬▬▬ ▬▬ ▬▬▬▬▬ ▬▬▬ ▬▬▬▬ ▬▬ ▬▬▬▬▬ ▬▬▬ ▬▬▬▬ ▬▬ ▬▬▬▬▬ ▬▬▬ ▬▬▬▬ ▬▬ ▬▬▬▬▬ ▬▬▬ ▬▬▬▬ ▬▬ ▬▬▬▬▬ ▬▬▬ ▬▬▬▬ ▬▬ ▬▬▬▬▬ ▬▬▬ ▬▬▬▬ ▬▬ ▬▬▬▬▬ ▬▬▬ ▬▬▬▬ ▬▬ ▬▬▬▬▬ ▬▬▬ ▬▬▬▬ ▬▬ ▬▬▬▬▬ ▬▬▬ ▬▬▬▬ ▬▬ ▬▬▬▬▬ ▬▬▬ ▬▬▬▬ ▬▬ ▬▬▬▬▬ ▬▬▬ ▬▬▬▬ ▬▬ ▬▬▬▬▬ ▬▬▬ ▬▬▬▬ ▬▬ ▬▬▬▬▬ ▬▬▬ ▬▬▬▬ ▬▬ ▬▬▬▬▬ ▬▬▬ ▬▬▬▬ ▬▬ ▬▬▬▬▬ (137, 70, 199, 159)
church-subhead: आ. आशुतोष काळे; काकडी येथे नवीन चर्च इमारतीचे भूमिपूजन (46, 254, 186, 262)
cricket-story-header (129, 432, 337, 462)
list-item: ● Computer Engineering ● Civil Engineering (347, 732, 437, 738)
ad-admission-title: ADMISSION NOTIFICATION 2025-2026 (356, 637, 484, 645)
power-headline: विजेच्या प्रश्नावर तोडगा निघणार (325, 236, 473, 251)
ad-address: At post - Chas, Ahmednagar-Pune Road, Tal. & Dist - Ahilyanagar (MH) (349, 603, 491, 609)
opposition-headline: विरोधी पक्षनेते पदाबाबत मुख्यमंत्र्यांशी थोरातांची चर्चा (18, 431, 108, 451)
right-top-story: भीमराज हरिश्चंद्र आंधळकर यांचा सत्कार ▬▬▬ ▬▬▬▬ ▬▬ ▬▬▬▬▬ ▬▬▬ ▬▬▬▬ ▬▬ ▬▬▬▬▬ ▬▬▬ ▬▬▬▬ ▬▬ ▬▬▬▬▬ ▬▬▬ ▬▬▬▬ ▬▬ ▬▬▬▬▬ ▬▬▬ ▬▬▬▬ ▬▬ ▬▬▬▬▬ ▬▬▬ ▬▬▬▬ ▬▬ ▬▬▬▬▬ ▬▬▬ ▬▬▬▬ ▬▬ ▬▬▬▬▬ ▬▬▬ ▬▬▬▬ ▬▬ ▬▬▬▬▬ ▬▬▬ ▬▬▬▬ ▬▬ ▬▬▬▬▬ ▬▬▬ ▬▬▬▬ ▬▬ ▬▬▬▬▬ ▬▬▬ ▬▬▬▬ ▬▬ ▬▬▬▬▬ ▬▬▬ ▬▬▬▬ ▬▬ ▬▬▬▬▬ ▬▬▬ ▬▬▬▬ ▬▬ ▬▬▬▬▬ ▬▬▬ ▬▬▬▬ ▬▬ ▬▬▬▬▬ ▬▬▬ ▬▬▬▬ ▬▬ ▬▬▬▬▬ ▬▬▬ ▬▬▬▬ ▬▬ ▬▬▬▬▬ ▬▬▬ ▬▬▬▬ ▬▬ ▬▬▬▬▬ ▬▬▬ ▬▬▬▬ ▬▬ ▬▬▬▬▬ ▬▬▬ ▬▬▬▬ ▬▬ ▬▬▬▬▬ ▬▬▬ ▬▬▬▬ ▬▬ ▬▬▬▬▬ ▬▬▬ ▬▬▬▬ ▬▬ ▬▬▬▬▬ ▬▬▬ ▬▬▬▬ ▬▬ ▬▬▬▬▬ ▬▬▬ ▬▬▬▬ ▬▬ ▬▬▬▬▬ ▬▬▬ ▬▬▬▬ ▬▬ ▬▬▬▬▬ ▬▬▬ ▬▬▬▬ ▬▬ ▬▬▬▬▬ ▬▬▬ ▬▬▬▬ ▬▬ ▬▬▬▬▬ ▬▬▬ ▬▬▬▬ ▬▬ ▬▬▬▬▬ ▬▬▬ ▬▬▬▬ ▬▬ ▬▬▬▬▬ ▬▬▬ ▬▬▬▬ ▬▬ ▬▬▬▬▬ ▬▬▬ ▬▬▬▬ ▬▬ ▬▬▬▬▬ (363, 21, 498, 117)
church-headline: काकडी चर्च सभामंडपासाठी निधी देऊ (27, 236, 205, 251)
page-number: ६ (3, 7, 8, 17)
list-item: ● E&TC Engineering ● Mechanical Engineering (347, 738, 442, 744)
table-row: 2 Display of Merit List 12/09/2025 (346, 697, 493, 705)
opposition-photo (2, 464, 126, 516)
ad-th: Sr. No. (346, 671, 364, 684)
ad-approval: Approved by AICTE New Delhi, Govt. of Maharashtra, Recognized by DTE Mumbai & Affiliated to SPPU, Pune (347, 609, 493, 621)
ad-principal: Principal (347, 785, 365, 790)
opposition-story-header (2, 432, 124, 462)
church-body-2: ▬▬▬ ▬▬▬▬ ▬▬ ▬▬▬▬▬ ▬▬▬ ▬▬▬▬ ▬▬ ▬▬▬▬▬ ▬▬▬ ▬▬▬▬ ▬▬ ▬▬▬▬▬ ▬▬▬ ▬▬▬▬ ▬▬ ▬▬▬▬▬ ▬▬▬ ▬▬▬▬ ▬▬ ▬▬▬▬▬ ▬▬▬ ▬▬▬▬ ▬▬ ▬▬▬▬▬ ▬▬▬ ▬▬▬▬ ▬▬ ▬▬▬▬▬ ▬▬▬ ▬▬▬▬ ▬▬ ▬▬▬▬▬ ▬▬▬ ▬▬▬▬ ▬▬ ▬▬▬▬▬ ▬▬▬ ▬▬▬▬ ▬▬ ▬▬▬▬▬ ▬▬▬ ▬▬▬▬ ▬▬ ▬▬▬▬▬ ▬▬▬ ▬▬▬▬ ▬▬ ▬▬▬▬▬ ▬▬▬ ▬▬▬▬ ▬▬ ▬▬▬▬▬ ▬▬▬ ▬▬▬▬ ▬▬ ▬▬▬▬▬ ▬▬▬ ▬▬▬▬ ▬▬ ▬▬▬▬▬ ▬▬▬ ▬▬▬▬ ▬▬ ▬▬▬▬▬ ▬▬▬ ▬▬▬▬ ▬▬ ▬▬▬▬▬ ▬▬▬ ▬▬▬▬ ▬▬ ▬▬▬▬▬ (74, 350, 229, 391)
newspaper-logo: लोकआवाज (14, 4, 66, 18)
power-story: विजेच्या प्रश्नावर तोडगा निघणार विवेक कोल्हे यांची महावितरण अधिकाऱ्यांशी चर्चा ▬▬▬ ▬▬▬▬ ▬▬ ▬▬▬▬▬ ▬▬▬ ▬▬▬▬ ▬▬ ▬▬▬▬▬ ▬▬▬ ▬▬▬▬ ▬▬ ▬▬▬▬▬ ▬▬▬ ▬▬▬▬ ▬▬ ▬▬▬▬▬ ▬▬▬ ▬▬▬▬ ▬▬ ▬▬▬▬▬ ▬▬▬ ▬▬▬▬ ▬▬ ▬▬▬▬▬ ▬▬▬ ▬▬▬▬ ▬▬ ▬▬▬▬▬ ▬▬▬ ▬▬▬▬ ▬▬ ▬▬▬▬▬ ▬▬▬ ▬▬▬▬ ▬▬ ▬▬▬▬▬ ▬▬▬ ▬▬▬▬ ▬▬ ▬▬▬▬▬ ▬▬▬ ▬▬▬▬ ▬▬ ▬▬▬▬▬ ▬▬▬ ▬▬▬▬ ▬▬ ▬▬▬▬▬ ▬▬▬ ▬▬▬▬ ▬▬ ▬▬▬▬▬ ▬▬▬ ▬▬▬▬ ▬▬ ▬▬▬▬▬ ▬▬▬ ▬▬▬▬ ▬▬ ▬▬▬▬▬ ▬▬▬ ▬▬▬▬ ▬▬ ▬▬▬▬▬ ▬▬▬ ▬▬▬▬ ▬▬ ▬▬▬▬▬ ▬▬▬ ▬▬▬▬ ▬▬ ▬▬▬▬▬ ▬▬▬ ▬▬▬▬ ▬▬ ▬▬▬▬▬ ▬▬▬ ▬▬▬▬ ▬▬ ▬▬▬▬▬ ▬▬▬ ▬▬▬▬ ▬▬ ▬▬▬▬▬ ▬▬▬ ▬▬▬▬ ▬▬ ▬▬▬▬▬ ▬▬▬ ▬▬▬▬ ▬▬ ▬▬▬▬▬ ▬▬▬ ▬▬▬▬ ▬▬ ▬▬▬▬▬ ▬▬▬ ▬▬▬▬ ▬▬ ▬▬▬▬▬ ▬▬▬ ▬▬▬▬ ▬▬ ▬▬▬▬▬ ▬▬▬ ▬▬▬▬ ▬▬ ▬▬▬▬▬ ▬▬▬ ▬▬▬▬ ▬▬ ▬▬▬▬▬ ▬▬▬ ▬▬▬▬ ▬▬ ▬▬▬▬▬ ▬▬▬ ▬▬▬▬ ▬▬ ▬▬▬▬▬ ▬▬▬ ▬▬▬▬ ▬▬ ▬▬▬▬▬ ▬▬▬ ▬▬▬▬ ▬▬ ▬▬▬▬▬ ▬▬▬ ▬▬▬▬ ▬▬ ▬▬▬▬▬ ▬▬▬ ▬▬▬▬ ▬▬ ▬▬▬▬▬ (300, 236, 498, 331)
